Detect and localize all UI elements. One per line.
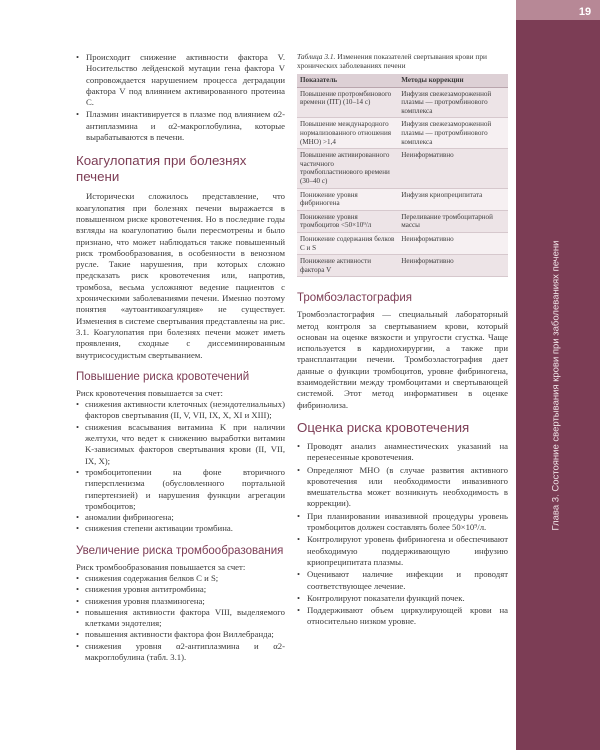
table-cell: Инфузия свежезамороженной плазмы — протромбинового комплекса <box>398 118 508 149</box>
table-row <box>297 232 508 254</box>
bleeding-intro: Риск кровотечения повышается за счет: <box>76 387 223 398</box>
heading-thromboelastography: Тромбоэластография <box>297 292 413 305</box>
chapter-side-tab <box>516 0 600 750</box>
list-item: • снижения уровня α2-антиплазмина и α2-макроглобулина (табл. 3.1). <box>76 641 285 664</box>
table-cell: Понижение содержания белков C и S <box>297 232 398 254</box>
table-row <box>297 210 508 232</box>
table-caption <box>297 52 508 70</box>
list-item: • аномалии фибриногена; <box>76 512 285 523</box>
list-item: • снижения содержания белков C и S; <box>76 573 285 584</box>
table-cell: Понижение активности фактора V <box>297 255 398 277</box>
heading-coagulopathy: Коагулопатия при болезнях печени <box>76 153 247 185</box>
table-row <box>297 188 508 210</box>
table-cell: Повышение протромбинового времени (ПТ) (10–14 с) <box>297 87 398 118</box>
table-cell: Инфузия криопреципитата <box>398 188 508 210</box>
right-column <box>297 52 508 629</box>
table-cell: Повышение активированного частичного тромбопластинового времени (30–40 с) <box>297 149 398 188</box>
heading-thrombosis-risk: Увеличение риска тромбообразования <box>76 544 284 557</box>
table-header-row <box>297 74 508 87</box>
table-row <box>297 118 508 149</box>
chapter-title-vertical: Глава 3. Состояние свертывания крови при заболеваниях печени <box>550 240 562 531</box>
list-item: • При планировании инвазивной процедуры уровень тромбоцитов должен составлять более 50×10⁹/л. <box>297 511 508 534</box>
table-row <box>297 149 508 188</box>
list-item: • повышения активности фактора VIII, выделяемого клетками эндотелия; <box>76 607 285 630</box>
page-number: 19 <box>578 6 592 18</box>
list-item: • Происходит снижение активности фактора V. Носительство лейденской мутации гена фактора V сопровождается нарушением процесса деградации фактора V под влиянием активированного протеина C. <box>76 52 285 108</box>
list-item: • Оценивают наличие инфекции и проводят соответствующее лечение. <box>297 569 508 592</box>
list-item: • Плазмин инактивируется в плазме под влиянием α2-антиплазмина и α2-макроглобулина, которые вырабатываются в печени. <box>76 109 285 143</box>
list-item: • снижения всасывания витамина K при наличии желтухи, что ведет к снижению выработки витамин K-зависимых факторов свертывания крови (II, VII, IX, X); <box>76 422 285 467</box>
table-row <box>297 255 508 277</box>
table-cell: Переливание тромбоцитарной массы <box>398 210 508 232</box>
table-cell: Понижение уровня тромбоцитов <50×10⁹/л <box>297 210 398 232</box>
list-item: • Контролируют показатели функций почек. <box>297 593 508 604</box>
table-caption-text: Изменения показателей свертывания крови при хронических заболеваниях печени <box>297 52 487 70</box>
table-cell: Неинформативно <box>398 255 508 277</box>
table-row <box>297 87 508 118</box>
thromboelastography-paragraph: Тромбоэластография — специальный лабораторный метод контроля за свертыванием крови, который основан на оценке вязкости и упругости сгустка. Чаще используется в кардиохирургии, а также при трансплантации печени. Тромбоэластография дает данные о функции тромбоцитов, уровне фибриногена, взаимодействии между тромбоцитами и свертывающей системой. Этот метод информативен в оценке фибринолиза. <box>297 309 508 410</box>
assessment-bullet-list <box>297 441 508 628</box>
table-header-cell: Методы коррекции <box>398 74 508 87</box>
list-item: • Проводят анализ анамнестических указаний на перенесенные кровотечения. <box>297 441 508 464</box>
list-item: • повышения активности фактора фон Виллебранда; <box>76 629 285 640</box>
list-item: • Контролируют уровень фибриногена и обеспечивают необходимую поддерживающую инфузию криопреципитата плазмы. <box>297 534 508 568</box>
list-item: • снижения уровня антитромбина; <box>76 584 285 595</box>
table-header-cell: Показатель <box>297 74 398 87</box>
intro-bullet-list <box>76 52 285 143</box>
thrombosis-list <box>76 573 285 663</box>
table-label: Таблица 3.1. <box>297 52 336 61</box>
thrombosis-intro: Риск тромбообразования повышается за счет: <box>76 561 246 572</box>
table-cell: Неинформативно <box>398 149 508 188</box>
coagulation-table <box>297 74 508 277</box>
heading-bleeding-risk: Повышение риска кровотечений <box>76 370 250 383</box>
list-item: • снижения активности клеточных (неэндотелиальных) факторов свертывания (II, V, VII, IX, X, XI и XIII); <box>76 399 285 422</box>
table-cell: Инфузия свежезамороженной плазмы — протромбинового комплекса <box>398 87 508 118</box>
list-item: • Определяют МНО (в случае развития активного кровотечения или необходимости инвазивного вмешательства может возникнуть необходимость в коррекции). <box>297 465 508 510</box>
left-column <box>76 52 285 663</box>
list-item: • Поддерживают объем циркулирующей крови на относительно низком уровне. <box>297 605 508 628</box>
coagulopathy-paragraph: Исторически сложилось представление, что коагулопатия при болезнях печени выражается в повышенном риске кровотечения. Но в последние годы взгляды на коагулопатию были пересмотрены и было признано, что может наблюдаться также повышенный риск тромбообразования, в особенности в венозном русле. Такие нарушения, при которых сложно предсказать риск кровотечения или, напротив, тромбоза, весьма усложняют ведение пациентов с хроническими заболеваниями печени. Именно поэтому понятия «аутоантикоагуляция» не существует. Изменения в системе свертывания представлены на рис. 3.1. Коагулопатия при болезнях печени может иметь проявления, сходные с диссеминированным внутрисосудистым свертыванием. <box>76 191 285 360</box>
bleeding-list <box>76 399 285 535</box>
list-item: • снижения уровня плазминогена; <box>76 596 285 607</box>
heading-bleeding-assessment: Оценка риска кровотечения <box>297 419 470 435</box>
list-item: • снижения степени активации тромбина. <box>76 523 285 534</box>
table-cell: Неинформативно <box>398 232 508 254</box>
table-cell: Повышение международного нормализованного отношения (МНО) >1,4 <box>297 118 398 149</box>
table-cell: Понижение уровня фибриногена <box>297 188 398 210</box>
list-item: • тромбоцитопении на фоне вторичного гиперспленизма (обусловленного портальной гипертензией) и нарушения функции агрегации тромбоцитов; <box>76 467 285 512</box>
